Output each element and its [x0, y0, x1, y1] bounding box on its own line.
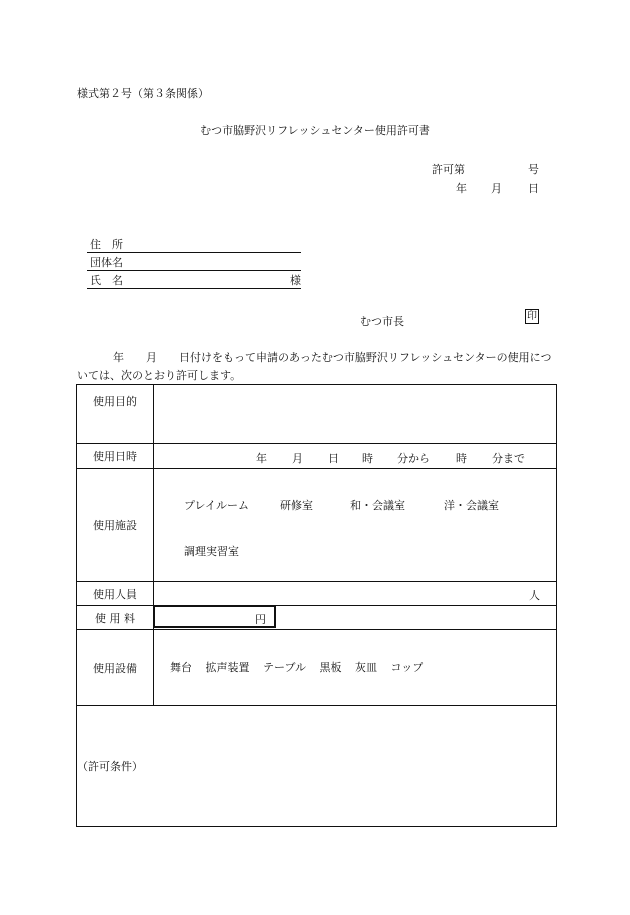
people-unit: 人	[529, 589, 540, 602]
fee-field	[154, 606, 557, 630]
form-number: 様式第２号（第３条関係）	[77, 87, 209, 100]
table-row	[77, 444, 557, 469]
permit-suffix: 号	[528, 163, 539, 176]
date-year: 年	[456, 182, 467, 195]
dt-hour-to: 時	[456, 452, 467, 465]
facility-option-training-room[interactable]: 研修室	[280, 499, 313, 512]
issuer-title: むつ市長	[360, 315, 404, 328]
statement-text: 日付けをもって申請のあったむつ市脇野沢リフレッシュセンターの使用については、次のとおり許可します。	[77, 351, 552, 382]
table-row	[77, 630, 557, 706]
people-field[interactable]	[154, 582, 557, 606]
conditions-label: （許可条件）	[77, 760, 143, 773]
purpose-field[interactable]	[154, 385, 557, 444]
facility-option-cooking-room[interactable]: 調理実習室	[184, 545, 239, 558]
group-name-label: 団体名	[90, 256, 123, 269]
equipment-list	[170, 659, 433, 675]
equipment-table[interactable]: テーブル	[263, 661, 307, 674]
name-line	[87, 272, 301, 289]
table-row	[77, 606, 557, 630]
equipment-pa-system[interactable]: 拡声装置	[205, 661, 250, 674]
date-day: 日	[528, 182, 539, 195]
seal-mark: 印	[527, 311, 537, 322]
dt-minute-from: 分から	[397, 452, 430, 465]
purpose-label: 使用目的	[77, 385, 154, 444]
fee-unit: 円	[255, 613, 266, 626]
address-label: 住 所	[90, 238, 123, 251]
date-month: 月	[491, 182, 502, 195]
permit-prefix: 許可第	[432, 163, 465, 176]
facility-label: 使用施設	[77, 469, 154, 582]
facility-option-playroom[interactable]: プレイルーム	[184, 499, 250, 512]
address-line	[87, 236, 301, 253]
dt-month: 月	[292, 452, 303, 465]
honorific: 様	[290, 274, 301, 287]
datetime-field[interactable]	[154, 444, 557, 469]
equipment-field	[154, 630, 557, 706]
fee-label: 使 用 料	[77, 606, 154, 630]
dt-hour-from: 時	[362, 452, 373, 465]
equipment-label: 使用設備	[77, 630, 154, 706]
dt-year: 年	[256, 452, 267, 465]
statement-month: 月	[146, 351, 157, 364]
dt-day: 日	[328, 452, 339, 465]
equipment-stage[interactable]: 舞台	[170, 661, 192, 674]
facility-option-western-meeting-room[interactable]: 洋・会議室	[444, 499, 499, 512]
document-title: むつ市脇野沢リフレッシュセンター使用許可書	[200, 124, 430, 137]
table-row	[77, 469, 557, 582]
facility-option-japanese-meeting-room[interactable]: 和・会議室	[350, 499, 405, 512]
dt-minute-to: 分まで	[492, 452, 525, 465]
statement-year: 年	[113, 351, 124, 364]
permit-number	[432, 161, 539, 177]
people-label: 使用人員	[77, 582, 154, 606]
table-row	[77, 706, 557, 827]
equipment-ashtray[interactable]: 灰皿	[355, 661, 378, 674]
conditions-field[interactable]	[77, 706, 557, 827]
permit-table	[76, 384, 557, 827]
datetime-label: 使用日時	[77, 444, 154, 469]
permit-statement	[77, 349, 557, 385]
equipment-cup[interactable]: コップ	[390, 661, 424, 674]
table-row	[77, 582, 557, 606]
fee-amount-box[interactable]	[153, 605, 276, 628]
name-label: 氏 名	[90, 274, 123, 287]
facility-field	[154, 469, 557, 582]
table-row	[77, 385, 557, 444]
group-name-line	[87, 254, 301, 271]
equipment-blackboard[interactable]: 黒板	[319, 661, 342, 674]
